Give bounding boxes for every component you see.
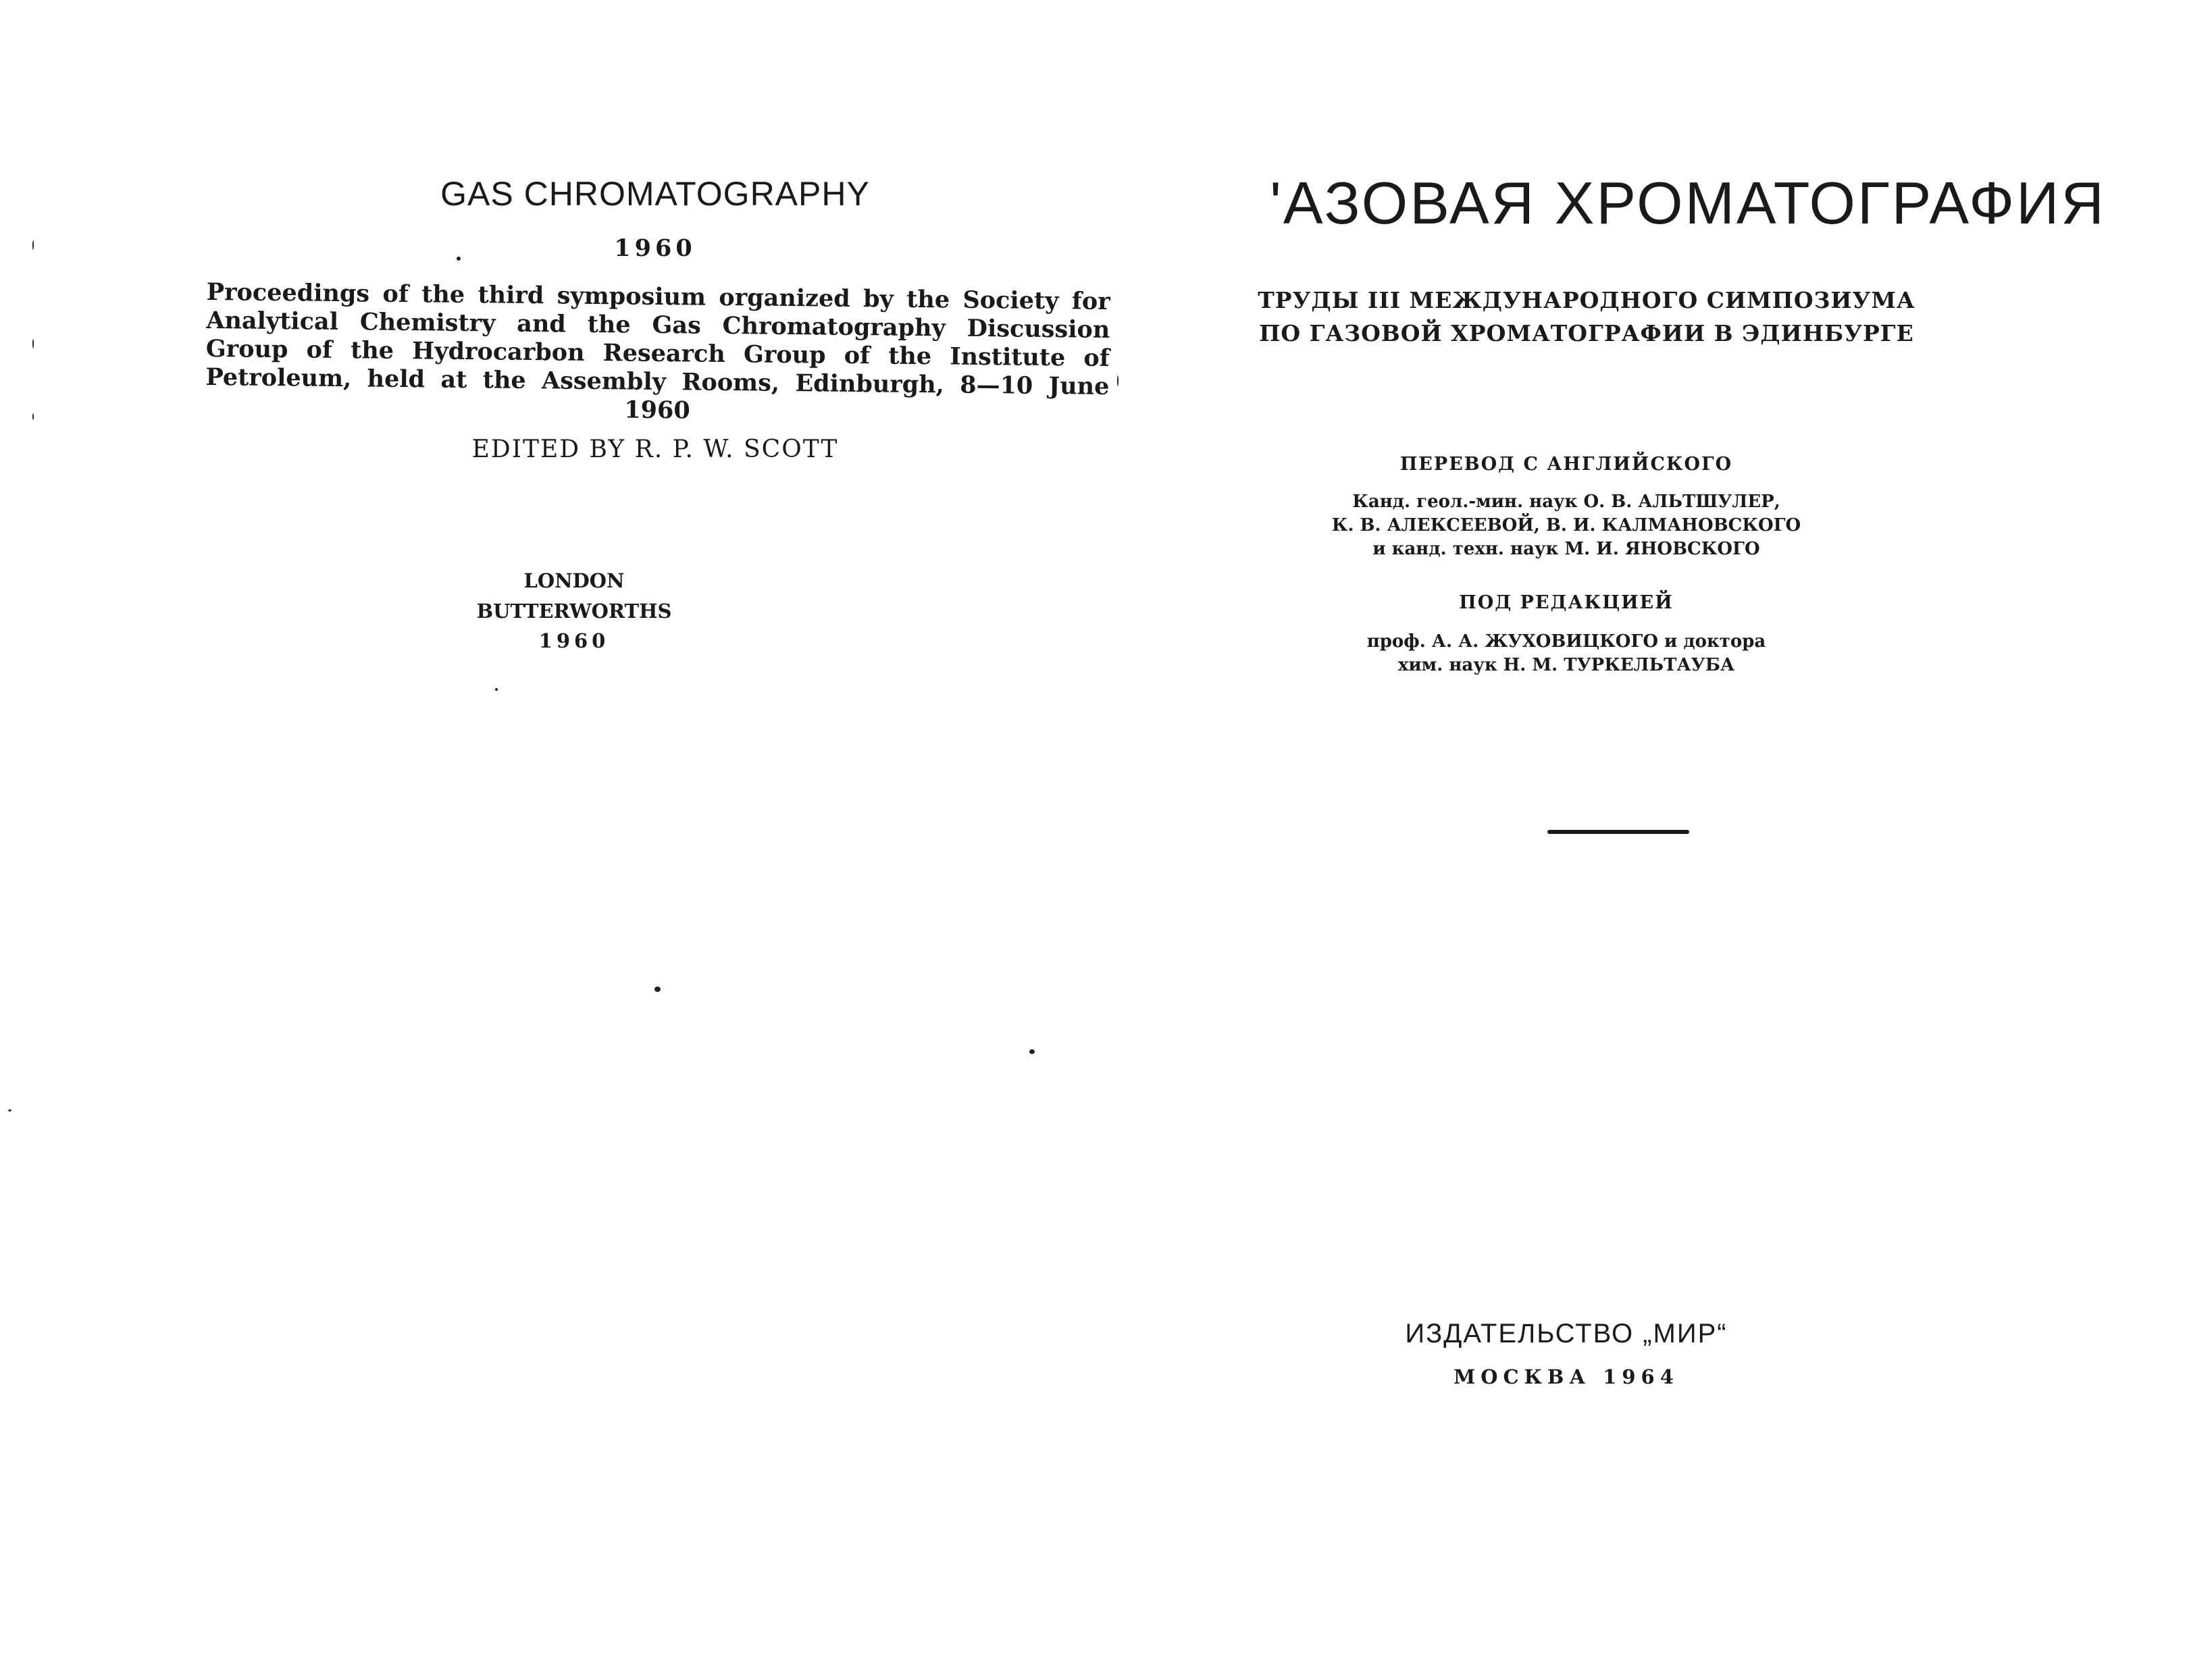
scan-speck [495, 688, 498, 691]
english-title: GAS CHROMATOGRAPHY [440, 175, 870, 213]
right-page [1094, 0, 2187, 1680]
editors-heading: ПОД РЕДАКЦИЕЙ [1459, 592, 1674, 613]
russian-title: 'АЗОВАЯ ХРОМАТОГРАФИЯ [1270, 169, 2106, 236]
scan-speck [8, 1109, 11, 1111]
scan-speck [654, 987, 661, 992]
editor-line: хим. наук Н. М. ТУРКЕЛЬТАУБА [1397, 655, 1735, 675]
scan-speck [457, 257, 461, 261]
translator-line: К. В. АЛЕКСЕЕВОЙ, В. И. КАЛМАНОВСКОГО [1331, 515, 1801, 535]
translator-line: и канд. техн. наук М. И. ЯНОВСКОГО [1372, 539, 1760, 559]
decorative-rule [1547, 830, 1689, 834]
russian-city-year: МОСКВА 1964 [1453, 1365, 1679, 1388]
scan-speck [32, 413, 34, 420]
editor-line: проф. А. А. ЖУХОВИЦКОГО и доктора [1366, 631, 1766, 652]
scan-speck [32, 240, 34, 250]
scan-speck [32, 339, 34, 348]
scan-speck [1117, 375, 1118, 386]
editor-line: EDITED BY R. P. W. SCOTT [471, 436, 839, 463]
russian-subtitle-line-1: ТРУДЫ III МЕЖДУНАРОДНОГО СИМПОЗИУМА [1258, 287, 1915, 313]
russian-publisher: ИЗДАТЕЛЬСТВО „МИР“ [1405, 1319, 1728, 1348]
publisher-city: LONDON [523, 569, 625, 592]
publication-year: 1960 [538, 629, 610, 652]
publisher-name: BUTTERWORTHS [476, 600, 672, 623]
proceedings-description: Proceedings of the third symposium organized by the Society for Analytical Chemistry and the Gas Chromatography Discussion Group of the Hydrocarbon Research Group of the Institute of Petroleum, held at the Assembly Rooms, Edinburgh, 8—10 June 1960 [205, 278, 1110, 425]
russian-subtitle-line-2: ПО ГАЗОВОЙ ХРОМАТОГРАФИИ В ЭДИНБУРГЕ [1259, 320, 1914, 346]
english-year: 1960 [614, 234, 696, 262]
translator-line: Канд. геол.-мин. наук О. В. АЛЬТШУЛЕР, [1352, 492, 1780, 512]
scan-speck [1029, 1049, 1035, 1054]
translation-heading: ПЕРЕВОД С АНГЛИЙСКОГО [1399, 454, 1733, 475]
